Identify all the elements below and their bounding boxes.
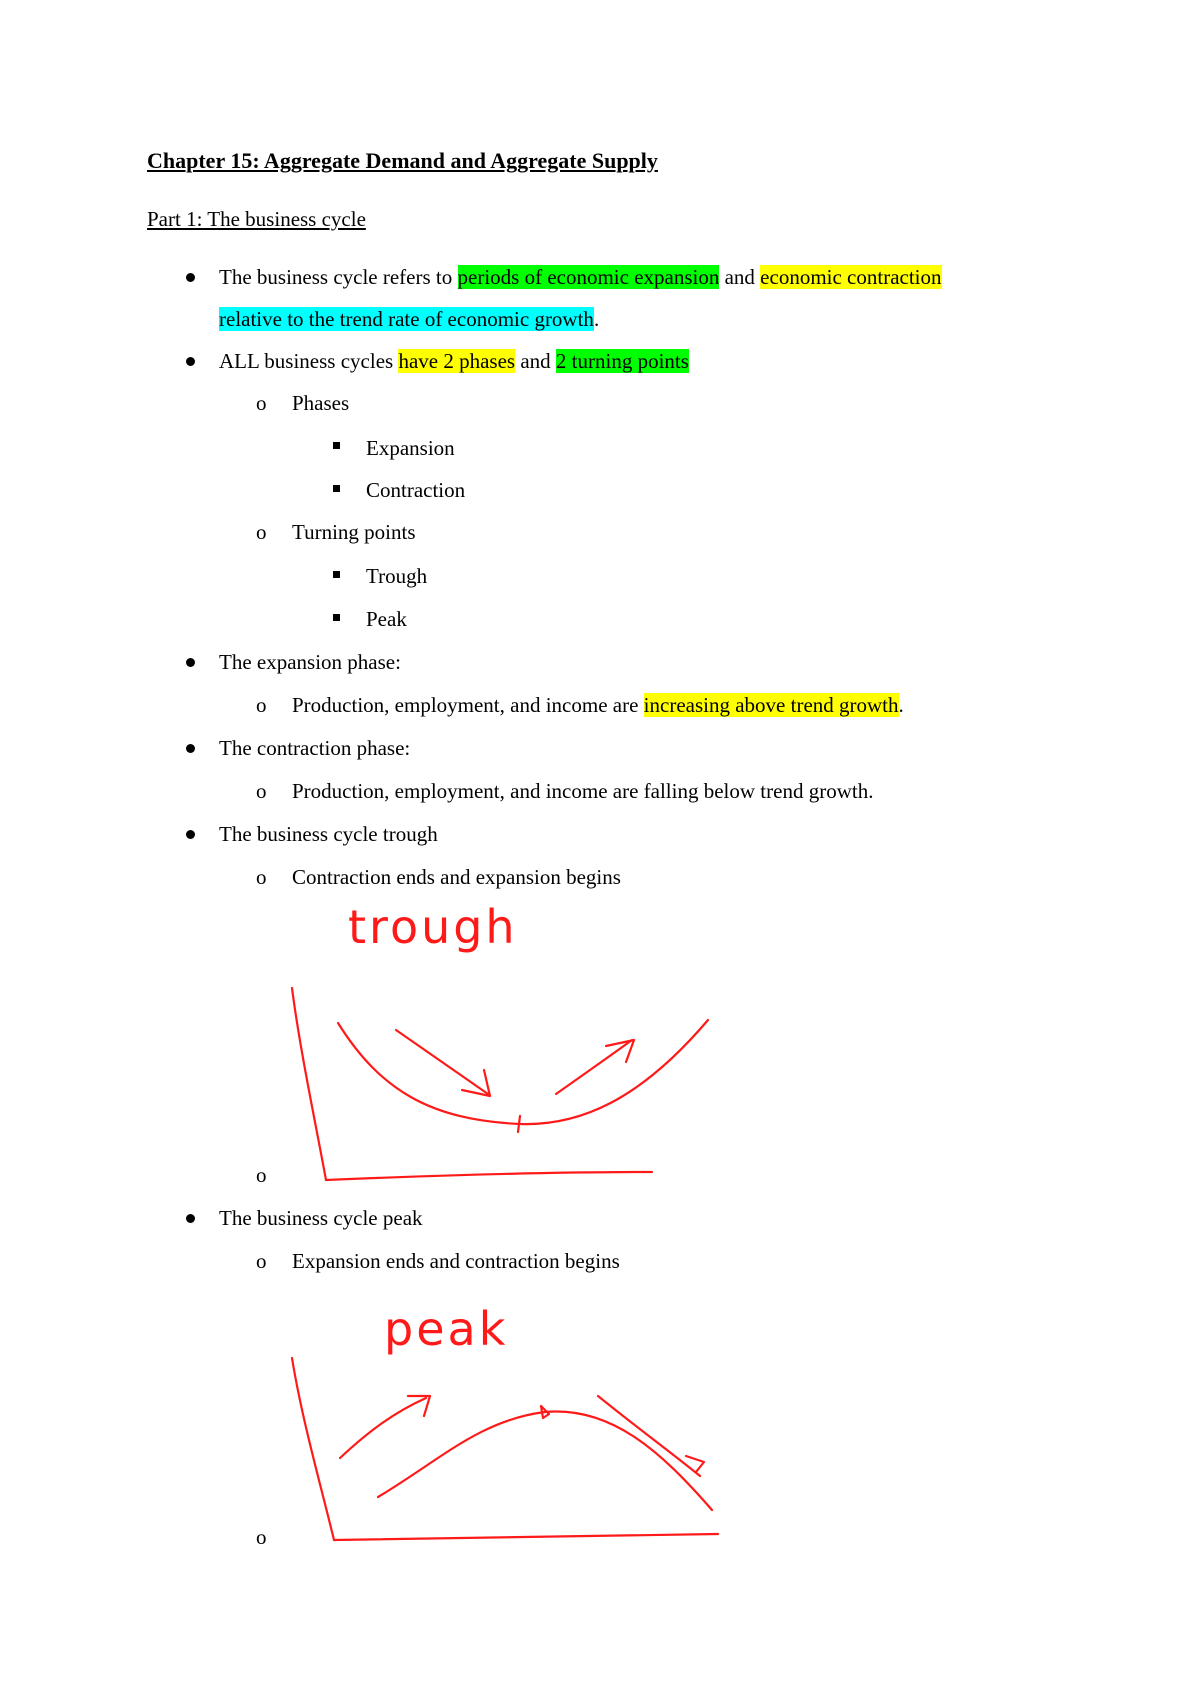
highlight-yellow: increasing above trend growth [643, 693, 899, 717]
highlight-cyan: relative to the trend rate of economic growth [219, 307, 594, 331]
sub-phases: Phases [292, 391, 350, 415]
peak-y-axis [292, 1358, 334, 1540]
trough-point [518, 1116, 520, 1132]
item-contraction: Contraction [366, 478, 466, 502]
trough-curve [338, 1020, 708, 1124]
bullet-dot [186, 744, 195, 753]
highlight-green: 2 turning points [555, 349, 689, 373]
o-bullet: o [256, 1163, 267, 1187]
peak-x-axis [334, 1534, 718, 1540]
text: The business cycle refers to [219, 265, 458, 289]
bullet-all-cycles [219, 348, 689, 374]
sub-peak: Expansion ends and contraction begins [292, 1249, 620, 1273]
square-bullet [333, 442, 340, 449]
peak-point [541, 1406, 549, 1418]
bullet-business-cycle-def [219, 264, 942, 290]
o-bullet: o [256, 865, 267, 889]
o-bullet: o [256, 1249, 267, 1273]
item-expansion: Expansion [366, 436, 455, 460]
o-bullet: o [256, 1525, 267, 1549]
item-trough: Trough [366, 564, 428, 588]
bullet-dot [186, 273, 195, 282]
bullet-dot [186, 357, 195, 366]
sub-contraction-phase: Production, employment, and income are falling below trend growth. [292, 779, 874, 803]
bullet-trough: The business cycle trough [219, 822, 438, 846]
trough-up-arrow [556, 1040, 634, 1094]
highlight-yellow: economic contraction [760, 265, 942, 289]
handwritten-peak: peak [384, 1302, 509, 1356]
o-bullet: o [256, 693, 267, 717]
peak-up-arrow [340, 1396, 430, 1458]
bullet-contraction-phase: The contraction phase: [219, 736, 411, 760]
peak-curve [378, 1411, 712, 1510]
item-peak: Peak [366, 607, 407, 631]
bullet-peak: The business cycle peak [219, 1206, 423, 1230]
o-bullet: o [256, 779, 267, 803]
trough-down-arrow [396, 1030, 490, 1096]
highlight-yellow: have 2 phases [398, 349, 516, 373]
text: and [515, 349, 556, 373]
highlight-green: periods of economic expansion [457, 265, 720, 289]
text: and [719, 265, 761, 289]
bullet-dot [186, 658, 195, 667]
text: ALL business cycles [219, 349, 399, 373]
bullet-business-cycle-def-cont [219, 306, 599, 332]
sub-trough: Contraction ends and expansion begins [292, 865, 621, 889]
bullet-expansion-phase: The expansion phase: [219, 650, 401, 674]
trough-y-axis [292, 988, 326, 1180]
sub-turning-points: Turning points [292, 520, 416, 544]
peak-down-arrow [598, 1396, 704, 1476]
sub-expansion-phase [292, 692, 904, 718]
o-bullet: o [256, 391, 267, 415]
o-bullet: o [256, 520, 267, 544]
text: . [593, 307, 600, 331]
text: Production, employment, and income are [292, 693, 644, 717]
square-bullet [333, 571, 340, 578]
text: . [898, 693, 904, 717]
bullet-dot [186, 1214, 195, 1223]
part-heading: Part 1: The business cycle [147, 207, 366, 231]
square-bullet [333, 485, 340, 492]
square-bullet [333, 614, 340, 621]
document-title: Chapter 15: Aggregate Demand and Aggregate Supply [147, 148, 658, 173]
trough-x-axis [326, 1172, 652, 1180]
handwritten-trough: trough [348, 900, 518, 954]
bullet-dot [186, 830, 195, 839]
